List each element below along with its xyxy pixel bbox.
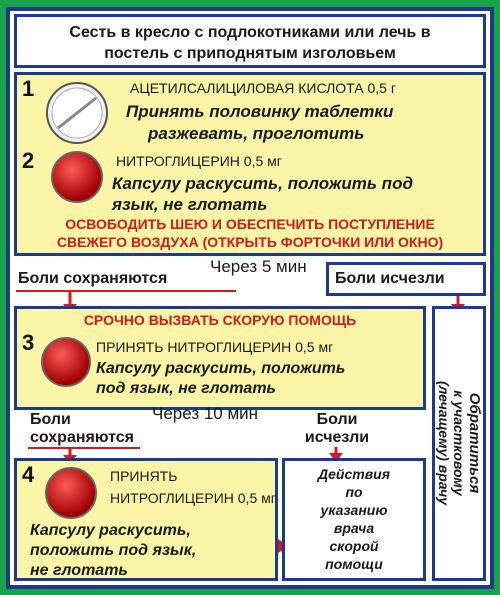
step-1-instruction-2: разжевать, проглотить [148,124,365,143]
pain-gone-label-1: Боли исчезли [335,270,445,287]
step-1-instruction-1: Принять половинку таблетки [126,102,394,121]
step-3-instruction-1: Капсулу раскусить, положить [96,360,346,377]
see-doctor-line-2: к участковому [451,390,467,496]
call-ambulance-text: СРОЧНО ВЫЗВАТЬ СКОРУЮ ПОМОЩЬ [83,312,357,328]
step-4-instruction-3: не глотать [30,562,128,579]
see-doctor-line-1: Обратиться [466,392,483,494]
step-4-instruction-2: положить под язык, [30,542,197,559]
ambulance-line-2: по [345,484,363,500]
timer-5-min: Через 5 мин [210,257,307,276]
step-3-drug: ПРИНЯТЬ НИТРОГЛИЦЕРИН 0,5 мг [96,339,334,355]
step-2-number: 2 [22,148,35,173]
header-line-1: Сесть в кресло с подлокотниками или лечь в [69,24,431,41]
header-line-2: постель с приподнятым изголовьем [104,45,396,62]
step-2-instruction-2: язык, не глотать [112,195,268,214]
ambulance-line-6: помощи [325,556,383,572]
see-doctor-line-3: (лечащему) врачу [436,380,452,506]
ambulance-line-4: врача [333,520,375,536]
ambulance-line-3: указанию [320,502,388,518]
step-1-drug: АЦЕТИЛСАЛИЦИЛОВАЯ КИСЛОТА 0,5 г [130,80,396,96]
step-3-number: 3 [22,330,35,355]
warning-line-2: СВЕЖЕГО ВОЗДУХА (ОТКРЫТЬ ФОРТОЧКИ ИЛИ ОКНО) [56,234,444,250]
step-4-drug-2: НИТРОГЛИЦЕРИН 0,5 мг [110,490,276,506]
pain-persists-label-2a: Боли [30,411,71,428]
timer-10-min: Через 10 мин [152,404,259,423]
pain-gone-label-2a: Боли [316,411,358,428]
step-4-number: 4 [22,462,35,487]
nitroglycerin-capsule-icon [44,466,98,520]
pain-persists-label-2b: сохраняются [30,429,134,446]
pain-gone-label-2b: исчезли [304,429,370,446]
step-1-number: 1 [22,76,35,101]
step-2-instruction-1: Капсулу раскусить, положить под [112,174,413,193]
step-2-drug: НИТРОГЛИЦЕРИН 0,5 мг [116,153,282,169]
ambulance-instructions-box [282,458,426,581]
ambulance-line-5: скорой [329,538,379,554]
step-3-instruction-2: под язык, не глотать [96,380,277,397]
pain-persists-label-1: Боли сохраняются [18,270,168,287]
step-4-drug-1: ПРИНЯТЬ [110,468,178,484]
warning-line-1: ОСВОБОДИТЬ ШЕЮ И ОБЕСПЕЧИТЬ ПОСТУПЛЕНИЕ [65,216,435,232]
ambulance-line-1: Действия [318,466,390,482]
step-4-instruction-1: Капсулу раскусить, [30,522,191,539]
